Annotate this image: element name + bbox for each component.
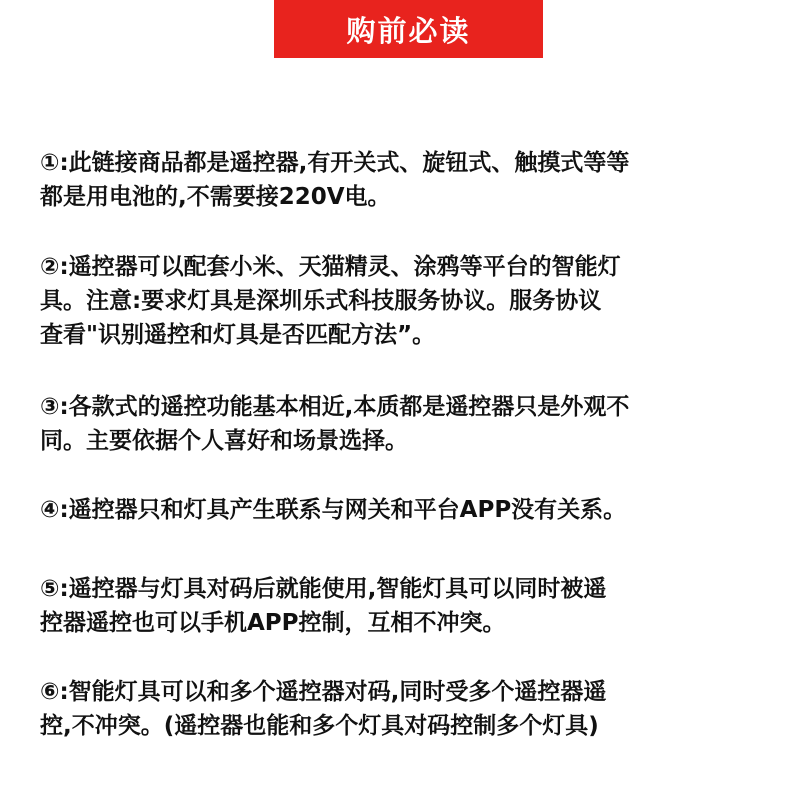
notice-line: 具。注意:要求灯具是深圳乐式科技服务协议。服务协议 [40, 288, 602, 314]
notice-item-4 [40, 493, 760, 527]
notice-item-1 [40, 146, 760, 214]
notice-line: ①:此链接商品都是遥控器,有开关式、旋钮式、触摸式等等 [40, 150, 630, 176]
notice-item-2 [40, 250, 760, 352]
notice-line: ②:遥控器可以配套小米、天猫精灵、涂鸦等平台的智能灯 [40, 254, 621, 280]
notice-item-5 [40, 572, 760, 640]
title-banner [274, 0, 543, 58]
notice-line: ③:各款式的遥控功能基本相近,本质都是遥控器只是外观不 [40, 394, 630, 420]
notice-line: 查看"识别遥控和灯具是否匹配方法”。 [40, 322, 436, 348]
notice-item-3 [40, 390, 760, 458]
notice-line: ⑤:遥控器与灯具对码后就能使用,智能灯具可以同时被遥 [40, 576, 607, 602]
notice-line: 控,不冲突。(遥控器也能和多个灯具对码控制多个灯具) [40, 713, 599, 739]
notice-line: 同。主要依据个人喜好和场景选择。 [40, 428, 408, 454]
notice-item-6 [40, 675, 760, 743]
notice-line: 控器遥控也可以手机APP控制，互相不冲突。 [40, 610, 506, 636]
notice-line: ④:遥控器只和灯具产生联系与网关和平台APP没有关系。 [40, 497, 627, 523]
notice-line: ⑥:智能灯具可以和多个遥控器对码,同时受多个遥控器遥 [40, 679, 607, 705]
notice-line: 都是用电池的,不需要接220V电。 [40, 184, 391, 210]
page-title: 购前必读 [346, 13, 471, 48]
